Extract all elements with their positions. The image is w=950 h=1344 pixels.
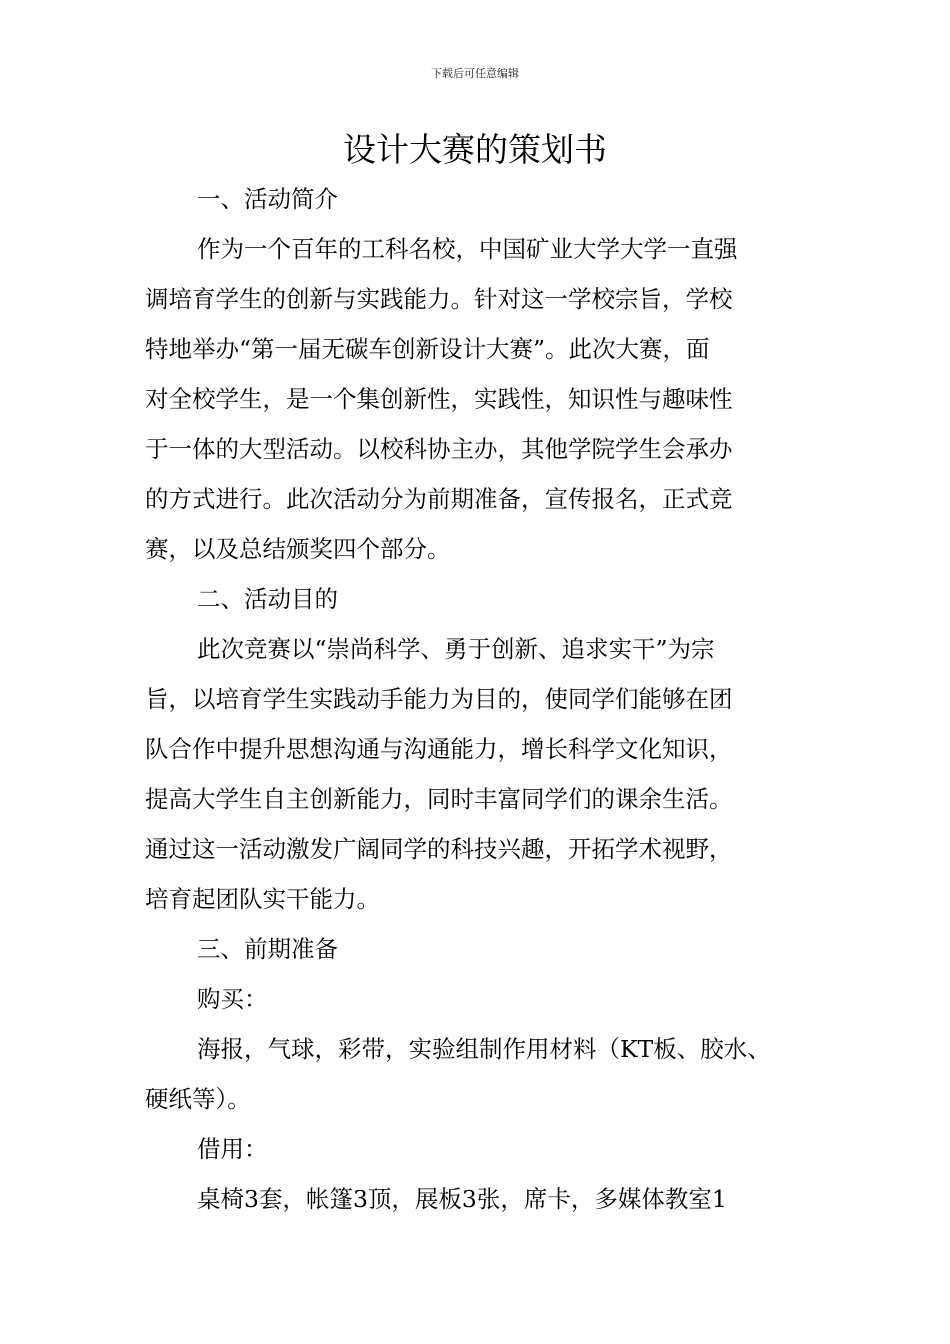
paragraph-line: 培育起团队实干能力。 [145,885,380,913]
section-heading-preparation: 三、前期准备 [197,935,338,963]
paragraph-line: 硬纸等）。 [145,1085,251,1113]
paragraph-line: 的方式进行。此次活动分为前期准备，宣传报名，正式竞 [145,485,733,513]
paragraph-line: 海报，气球，彩带，实验组制作用材料（KT板、胶水、 [197,1035,771,1063]
header-note: 下载后可任意编辑 [431,67,519,80]
subheading-borrow: 借用： [197,1135,268,1163]
document-title: 设计大赛的策划书 [343,130,607,169]
document-body [145,174,825,1224]
paragraph-line: 作为一个百年的工科名校，中国矿业大学大学一直强 [197,235,738,263]
paragraph-line: 桌椅3套，帐篷3顶，展板3张，席卡，多媒体教室1 [197,1185,727,1213]
paragraph-line: 于一体的大型活动。以校科协主办，其他学院学生会承办 [145,435,733,463]
paragraph-line: 旨，以培育学生实践动手能力为目的，使同学们能够在团 [145,685,733,713]
paragraph-line: 调培育学生的创新与实践能力。针对这一学校宗旨，学校 [145,285,733,313]
subheading-purchase: 购买： [197,985,268,1013]
paragraph-line: 特地举办“第一届无碳车创新设计大赛”。此次大赛，面 [145,335,710,363]
paragraph-line: 提高大学生自主创新能力，同时丰富同学们的课余生活。 [145,785,733,813]
section-heading-purpose: 二、活动目的 [197,585,338,613]
section-heading-introduction: 一、活动简介 [197,185,338,213]
paragraph-line: 此次竞赛以“崇尚科学、勇于创新、追求实干”为宗 [197,635,715,663]
paragraph-line: 通过这一活动激发广阔同学的科技兴趣，开拓学术视野， [145,835,733,863]
paragraph-line: 赛，以及总结颁奖四个部分。 [145,535,451,563]
paragraph-line: 对全校学生，是一个集创新性，实践性，知识性与趣味性 [145,385,733,413]
paragraph-line: 队合作中提升思想沟通与沟通能力，增长科学文化知识， [145,735,733,763]
